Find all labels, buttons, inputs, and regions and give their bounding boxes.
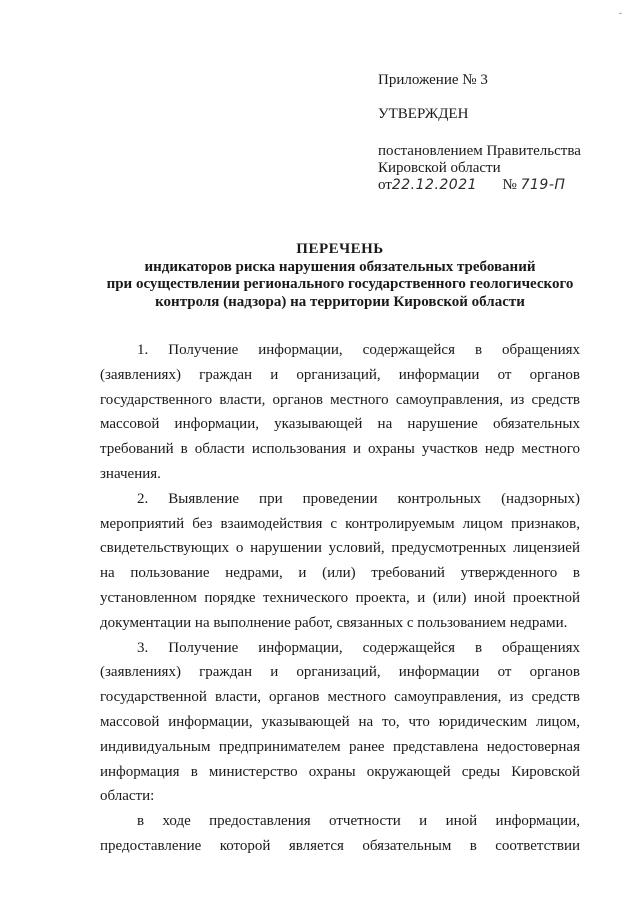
paragraph-2: 2. Выявление при проведении контрольных (надзорных) мероприятий без взаимодействия с контролируемым лицом признаков, свидетельствующих о нарушении условий, предусмотренных лицензией на пользование недрами, и (или) требований утвержденного в установленном порядке технического проекта, и (или) иной проектной документации на выполнение работ, связанных с пользованием недрами. [100,490,580,631]
approved-label: УТВЕРЖДЕН [378,106,469,122]
document-title [100,241,580,311]
corner-mark: - [619,8,622,18]
number-prefix: № [502,177,517,193]
handwritten-date: 22.12.2021 [391,177,478,193]
resolution-date-line [378,177,618,194]
paragraph-3: 3. Получение информации, содержащейся в обращениях (заявлениях) граждан и организаций, информации от органов государственной власти, органов местного самоуправления, из средств массовой информации, указывающей на то, что юридическим лицом, индивидуальным предпринимателем ранее представлена недостоверная информация в министерство охраны окружающей среды Кировской области: [100,639,580,805]
document-body [100,338,580,859]
appendix-label: Приложение № 3 [378,72,488,88]
title-heading: ПЕРЕЧЕНЬ [296,241,384,257]
title-line-1: индикаторов риска нарушения обязательных требований [144,258,536,275]
resolution-line-1: постановлением Правительства [378,143,581,159]
date-prefix: от [378,177,392,193]
title-line-3: контроля (надзора) на территории Кировской области [155,293,525,310]
paragraph-4: в ходе предоставления отчетности и иной информации, предоставление которой является обязательным в соответствии [100,813,580,854]
approval-block [378,72,618,194]
title-line-2: при осуществлении регионального государственного геологического [106,276,574,292]
resolution-line-2: Кировской области [378,160,501,176]
handwritten-number: 719-П [520,177,566,193]
paragraph-1: 1. Получение информации, содержащейся в обращениях (заявлениях) граждан и организаций, информации от органов государственного власти, органов местного самоуправления, из средств массовой информации, указывающей на нарушение обязательных требований в области использования и охраны участков недр местного значения. [100,342,580,482]
